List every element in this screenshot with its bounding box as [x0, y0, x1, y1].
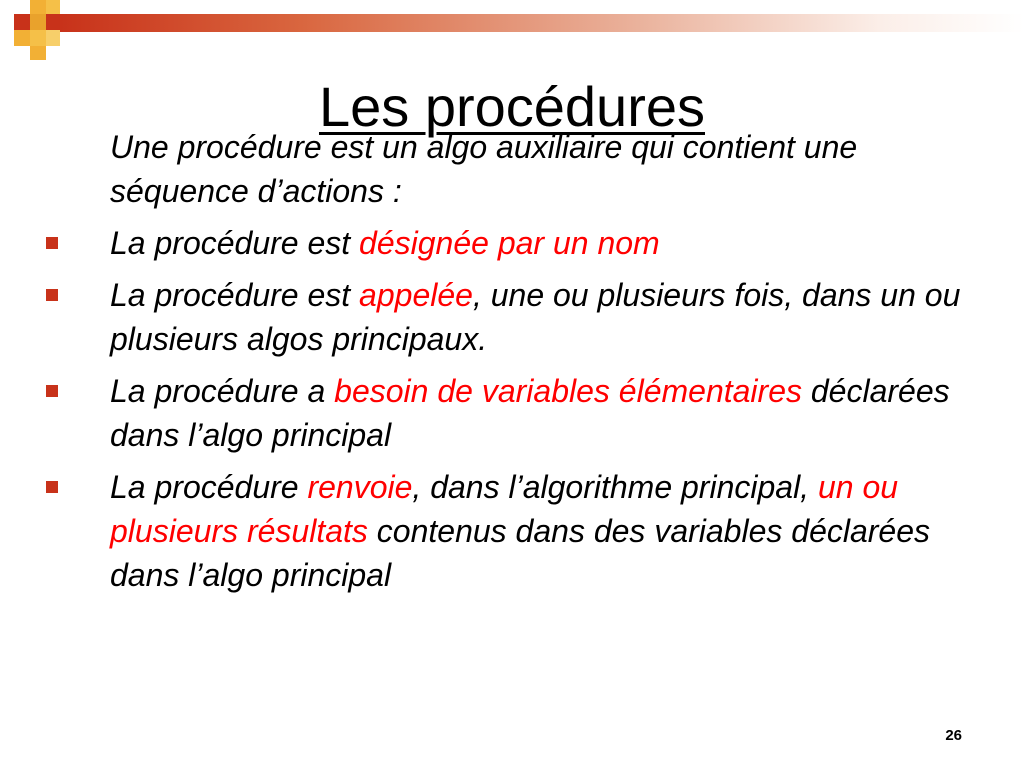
bullet-text: La procédure est	[110, 277, 360, 313]
deco-square	[46, 30, 60, 46]
deco-square	[46, 0, 60, 14]
deco-square	[14, 14, 30, 30]
header-decoration	[0, 0, 1024, 60]
bullet-list	[110, 221, 970, 597]
bullet-text: déclarées dans l’algo principal	[110, 373, 950, 453]
highlighted-text: renvoie	[307, 469, 413, 505]
bullet-item	[110, 273, 970, 361]
bullet-text: La procédure est	[110, 225, 360, 261]
header-gradient-bar	[60, 14, 1024, 32]
bullet-text: La procédure a	[110, 373, 335, 409]
deco-square	[14, 30, 30, 46]
bullet-item	[110, 465, 970, 597]
square-bullet-icon	[46, 481, 58, 493]
highlighted-text: appelée	[359, 277, 473, 313]
bullet-text: La procédure	[110, 469, 308, 505]
bullet-item	[110, 221, 970, 265]
page-number: 26	[945, 727, 962, 744]
highlighted-text: désignée par un nom	[359, 225, 660, 261]
square-bullet-icon	[46, 385, 58, 397]
page-title: Les procédures	[318, 75, 705, 138]
deco-square	[30, 46, 46, 60]
intro-text: Une procédure est un algo auxiliaire qui contient une séquence d’actions :	[110, 129, 858, 209]
deco-square	[30, 14, 46, 30]
highlighted-text: un ou plusieurs résultats	[110, 469, 899, 549]
bullet-text: , dans l’algorithme principal,	[412, 469, 818, 505]
bullet-text: contenus dans des variables déclarées dans l’algo principal	[110, 513, 931, 593]
bullet-item	[110, 369, 970, 457]
deco-square	[46, 14, 60, 30]
square-bullet-icon	[46, 237, 58, 249]
deco-square	[30, 0, 46, 14]
bullet-text: , une ou plusieurs fois, dans un ou plusieurs algos principaux.	[110, 277, 961, 357]
slide-content	[110, 125, 970, 605]
highlighted-text: besoin de variables élémentaires	[334, 373, 802, 409]
deco-square	[30, 30, 46, 46]
square-bullet-icon	[46, 289, 58, 301]
